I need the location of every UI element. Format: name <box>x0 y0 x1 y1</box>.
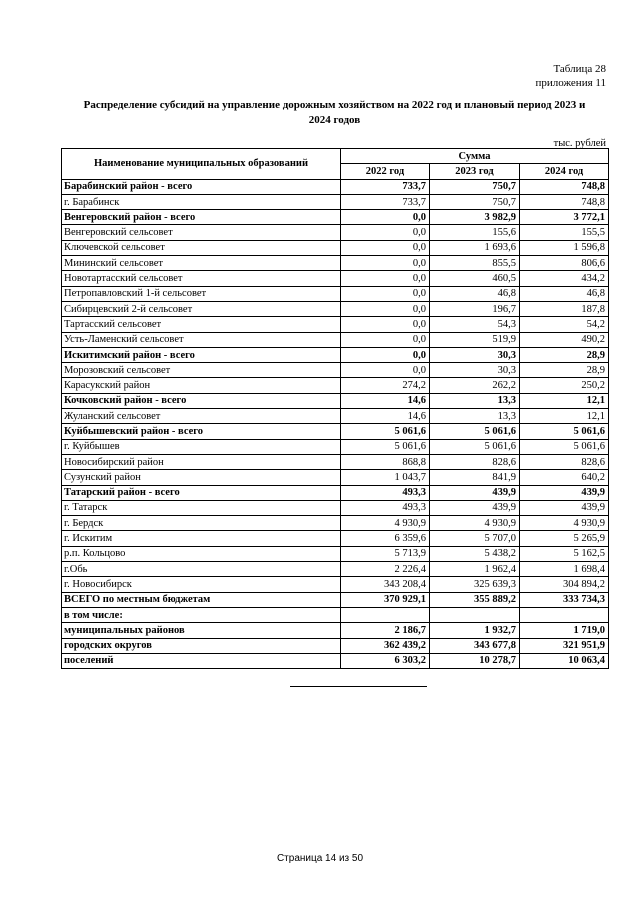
subsidy-table <box>61 148 609 669</box>
value-2023-cell: 10 278,7 <box>430 653 520 668</box>
table-row <box>62 210 609 225</box>
row-name-cell: Барабинский район - всего <box>62 179 341 194</box>
row-name-cell: Тартасский сельсовет <box>62 317 341 332</box>
value-2022-cell: 362 439,2 <box>341 638 430 653</box>
value-2024-cell: 5 265,9 <box>520 531 609 546</box>
value-2024-cell: 1 596,8 <box>520 240 609 255</box>
value-2023-cell: 750,7 <box>430 194 520 209</box>
row-name-cell: г. Новосибирск <box>62 577 341 592</box>
table-row <box>62 592 609 607</box>
value-2022-cell: 733,7 <box>341 194 430 209</box>
table-row <box>62 286 609 301</box>
value-2023-cell: 343 677,8 <box>430 638 520 653</box>
value-2024-cell: 304 894,2 <box>520 577 609 592</box>
value-2022-cell: 5 061,6 <box>341 439 430 454</box>
row-name-cell: поселений <box>62 653 341 668</box>
table-row <box>62 623 609 638</box>
page-number: Страница 14 из 50 <box>276 853 364 864</box>
value-2024-cell: 439,9 <box>520 500 609 515</box>
column-header-2022: 2022 год <box>341 164 430 179</box>
end-divider <box>290 686 427 687</box>
row-name-cell: г. Искитим <box>62 531 341 546</box>
value-2024-cell: 828,6 <box>520 454 609 469</box>
table-row <box>62 347 609 362</box>
table-row <box>62 393 609 408</box>
value-2023-cell: 841,9 <box>430 470 520 485</box>
table-row <box>62 424 609 439</box>
value-2022-cell: 493,3 <box>341 500 430 515</box>
value-2024-cell: 640,2 <box>520 470 609 485</box>
value-2022-cell: 0,0 <box>341 210 430 225</box>
value-2023-cell: 13,3 <box>430 393 520 408</box>
table-row <box>62 317 609 332</box>
row-name-cell: Жуланский сельсовет <box>62 409 341 424</box>
value-2024-cell: 1 698,4 <box>520 562 609 577</box>
value-2022-cell: 0,0 <box>341 225 430 240</box>
row-name-cell: Венгеровский район - всего <box>62 210 341 225</box>
row-name-cell: г. Бердск <box>62 516 341 531</box>
table-row <box>62 332 609 347</box>
table-row <box>62 638 609 653</box>
value-2023-cell: 30,3 <box>430 363 520 378</box>
value-2022-cell: 4 930,9 <box>341 516 430 531</box>
value-2022-cell: 0,0 <box>341 286 430 301</box>
table-row <box>62 577 609 592</box>
value-2022-cell: 493,3 <box>341 485 430 500</box>
value-2023-cell: 3 982,9 <box>430 210 520 225</box>
table-row <box>62 225 609 240</box>
value-2022-cell: 0,0 <box>341 332 430 347</box>
value-2023-cell: 1 693,6 <box>430 240 520 255</box>
value-2023-cell: 439,9 <box>430 500 520 515</box>
row-name-cell: Морозовский сельсовет <box>62 363 341 378</box>
column-header-sum: Сумма <box>341 149 609 164</box>
value-2022-cell: 0,0 <box>341 317 430 332</box>
value-2022-cell: 343 208,4 <box>341 577 430 592</box>
value-2024-cell: 5 162,5 <box>520 546 609 561</box>
table-number: Таблица 28 <box>553 63 606 75</box>
value-2022-cell: 0,0 <box>341 301 430 316</box>
value-2024-cell: 187,8 <box>520 301 609 316</box>
table-row <box>62 546 609 561</box>
value-2023-cell: 196,7 <box>430 301 520 316</box>
value-2024-cell: 321 951,9 <box>520 638 609 653</box>
table-row <box>62 500 609 515</box>
value-2022-cell: 868,8 <box>341 454 430 469</box>
table-row <box>62 562 609 577</box>
value-2022-cell: 0,0 <box>341 363 430 378</box>
value-2023-cell <box>430 607 520 622</box>
document-title <box>62 98 607 128</box>
value-2022-cell: 14,6 <box>341 393 430 408</box>
value-2024-cell: 250,2 <box>520 378 609 393</box>
value-2024-cell: 806,6 <box>520 256 609 271</box>
value-2024-cell: 46,8 <box>520 286 609 301</box>
value-2024-cell: 434,2 <box>520 271 609 286</box>
value-2022-cell: 5 713,9 <box>341 546 430 561</box>
table-row <box>62 378 609 393</box>
value-2023-cell: 54,3 <box>430 317 520 332</box>
value-2024-cell: 5 061,6 <box>520 439 609 454</box>
value-2023-cell: 5 061,6 <box>430 424 520 439</box>
value-2022-cell: 2 226,4 <box>341 562 430 577</box>
row-name-cell: Карасукский район <box>62 378 341 393</box>
value-2024-cell: 1 719,0 <box>520 623 609 638</box>
row-name-cell: г. Барабинск <box>62 194 341 209</box>
title-line-2: 2024 годов <box>308 114 361 126</box>
value-2022-cell: 274,2 <box>341 378 430 393</box>
value-2023-cell: 155,6 <box>430 225 520 240</box>
value-2024-cell: 12,1 <box>520 409 609 424</box>
value-2023-cell: 262,2 <box>430 378 520 393</box>
table-row <box>62 653 609 668</box>
value-2024-cell: 28,9 <box>520 347 609 362</box>
row-name-cell: Искитимский район - всего <box>62 347 341 362</box>
row-name-cell: г. Татарск <box>62 500 341 515</box>
value-2023-cell: 5 061,6 <box>430 439 520 454</box>
value-2024-cell: 748,8 <box>520 194 609 209</box>
table-row <box>62 194 609 209</box>
value-2023-cell: 30,3 <box>430 347 520 362</box>
value-2022-cell: 5 061,6 <box>341 424 430 439</box>
value-2024-cell: 54,2 <box>520 317 609 332</box>
value-2024-cell: 3 772,1 <box>520 210 609 225</box>
value-2023-cell: 325 639,3 <box>430 577 520 592</box>
value-2024-cell: 490,2 <box>520 332 609 347</box>
value-2022-cell: 6 359,6 <box>341 531 430 546</box>
row-name-cell: р.п. Кольцово <box>62 546 341 561</box>
row-name-cell: Ключевской сельсовет <box>62 240 341 255</box>
column-header-name: Наименование муниципальных образований <box>62 149 341 180</box>
appendix-reference: приложения 11 <box>535 77 606 89</box>
row-name-cell: ВСЕГО по местным бюджетам <box>62 592 341 607</box>
value-2024-cell: 155,5 <box>520 225 609 240</box>
row-name-cell: Мининский сельсовет <box>62 256 341 271</box>
value-2023-cell: 5 707,0 <box>430 531 520 546</box>
value-2023-cell: 1 932,7 <box>430 623 520 638</box>
value-2022-cell: 1 043,7 <box>341 470 430 485</box>
title-line-1: Распределение субсидий на управление дорожным хозяйством на 2022 год и плановый период 2023 и <box>83 99 586 111</box>
row-name-cell: Кочковский район - всего <box>62 393 341 408</box>
value-2022-cell: 0,0 <box>341 256 430 271</box>
value-2022-cell: 0,0 <box>341 271 430 286</box>
row-name-cell: Сибирцевский 2-й сельсовет <box>62 301 341 316</box>
table-row <box>62 516 609 531</box>
table-row <box>62 485 609 500</box>
column-header-2023: 2023 год <box>430 164 520 179</box>
table-row <box>62 179 609 194</box>
value-2024-cell: 4 930,9 <box>520 516 609 531</box>
table-row <box>62 439 609 454</box>
value-2023-cell: 13,3 <box>430 409 520 424</box>
value-2023-cell: 460,5 <box>430 271 520 286</box>
table-row <box>62 607 609 622</box>
value-2024-cell: 333 734,3 <box>520 592 609 607</box>
row-name-cell: Новосибирский район <box>62 454 341 469</box>
value-2022-cell: 2 186,7 <box>341 623 430 638</box>
value-2023-cell: 355 889,2 <box>430 592 520 607</box>
value-2024-cell: 748,8 <box>520 179 609 194</box>
value-2022-cell: 370 929,1 <box>341 592 430 607</box>
row-name-cell: Сузунский район <box>62 470 341 485</box>
value-2022-cell: 6 303,2 <box>341 653 430 668</box>
row-name-cell: муниципальных районов <box>62 623 341 638</box>
row-name-cell: Петропавловский 1-й сельсовет <box>62 286 341 301</box>
table-row <box>62 531 609 546</box>
value-2023-cell: 828,6 <box>430 454 520 469</box>
row-name-cell: г.Обь <box>62 562 341 577</box>
row-name-cell: Венгеровский сельсовет <box>62 225 341 240</box>
value-2022-cell <box>341 607 430 622</box>
table-row <box>62 454 609 469</box>
table-row <box>62 363 609 378</box>
table-row <box>62 301 609 316</box>
value-2023-cell: 855,5 <box>430 256 520 271</box>
units-label: тыс. рублей <box>553 138 606 149</box>
table-row <box>62 470 609 485</box>
value-2024-cell: 5 061,6 <box>520 424 609 439</box>
value-2024-cell: 10 063,4 <box>520 653 609 668</box>
table-row <box>62 240 609 255</box>
value-2023-cell: 439,9 <box>430 485 520 500</box>
value-2024-cell <box>520 607 609 622</box>
column-header-2024: 2024 год <box>520 164 609 179</box>
value-2023-cell: 5 438,2 <box>430 546 520 561</box>
row-name-cell: г. Куйбышев <box>62 439 341 454</box>
table-body <box>62 179 609 669</box>
table-caption <box>535 62 606 90</box>
value-2022-cell: 0,0 <box>341 347 430 362</box>
value-2023-cell: 519,9 <box>430 332 520 347</box>
row-name-cell: Татарский район - всего <box>62 485 341 500</box>
value-2022-cell: 14,6 <box>341 409 430 424</box>
table-row <box>62 256 609 271</box>
value-2023-cell: 46,8 <box>430 286 520 301</box>
value-2023-cell: 1 962,4 <box>430 562 520 577</box>
value-2022-cell: 0,0 <box>341 240 430 255</box>
row-name-cell: в том числе: <box>62 607 341 622</box>
value-2024-cell: 28,9 <box>520 363 609 378</box>
value-2024-cell: 12,1 <box>520 393 609 408</box>
value-2024-cell: 439,9 <box>520 485 609 500</box>
table-row <box>62 409 609 424</box>
table-row <box>62 271 609 286</box>
value-2022-cell: 733,7 <box>341 179 430 194</box>
value-2023-cell: 750,7 <box>430 179 520 194</box>
value-2023-cell: 4 930,9 <box>430 516 520 531</box>
row-name-cell: Куйбышевский район - всего <box>62 424 341 439</box>
row-name-cell: городских округов <box>62 638 341 653</box>
row-name-cell: Усть-Ламенский сельсовет <box>62 332 341 347</box>
row-name-cell: Новотартасский сельсовет <box>62 271 341 286</box>
